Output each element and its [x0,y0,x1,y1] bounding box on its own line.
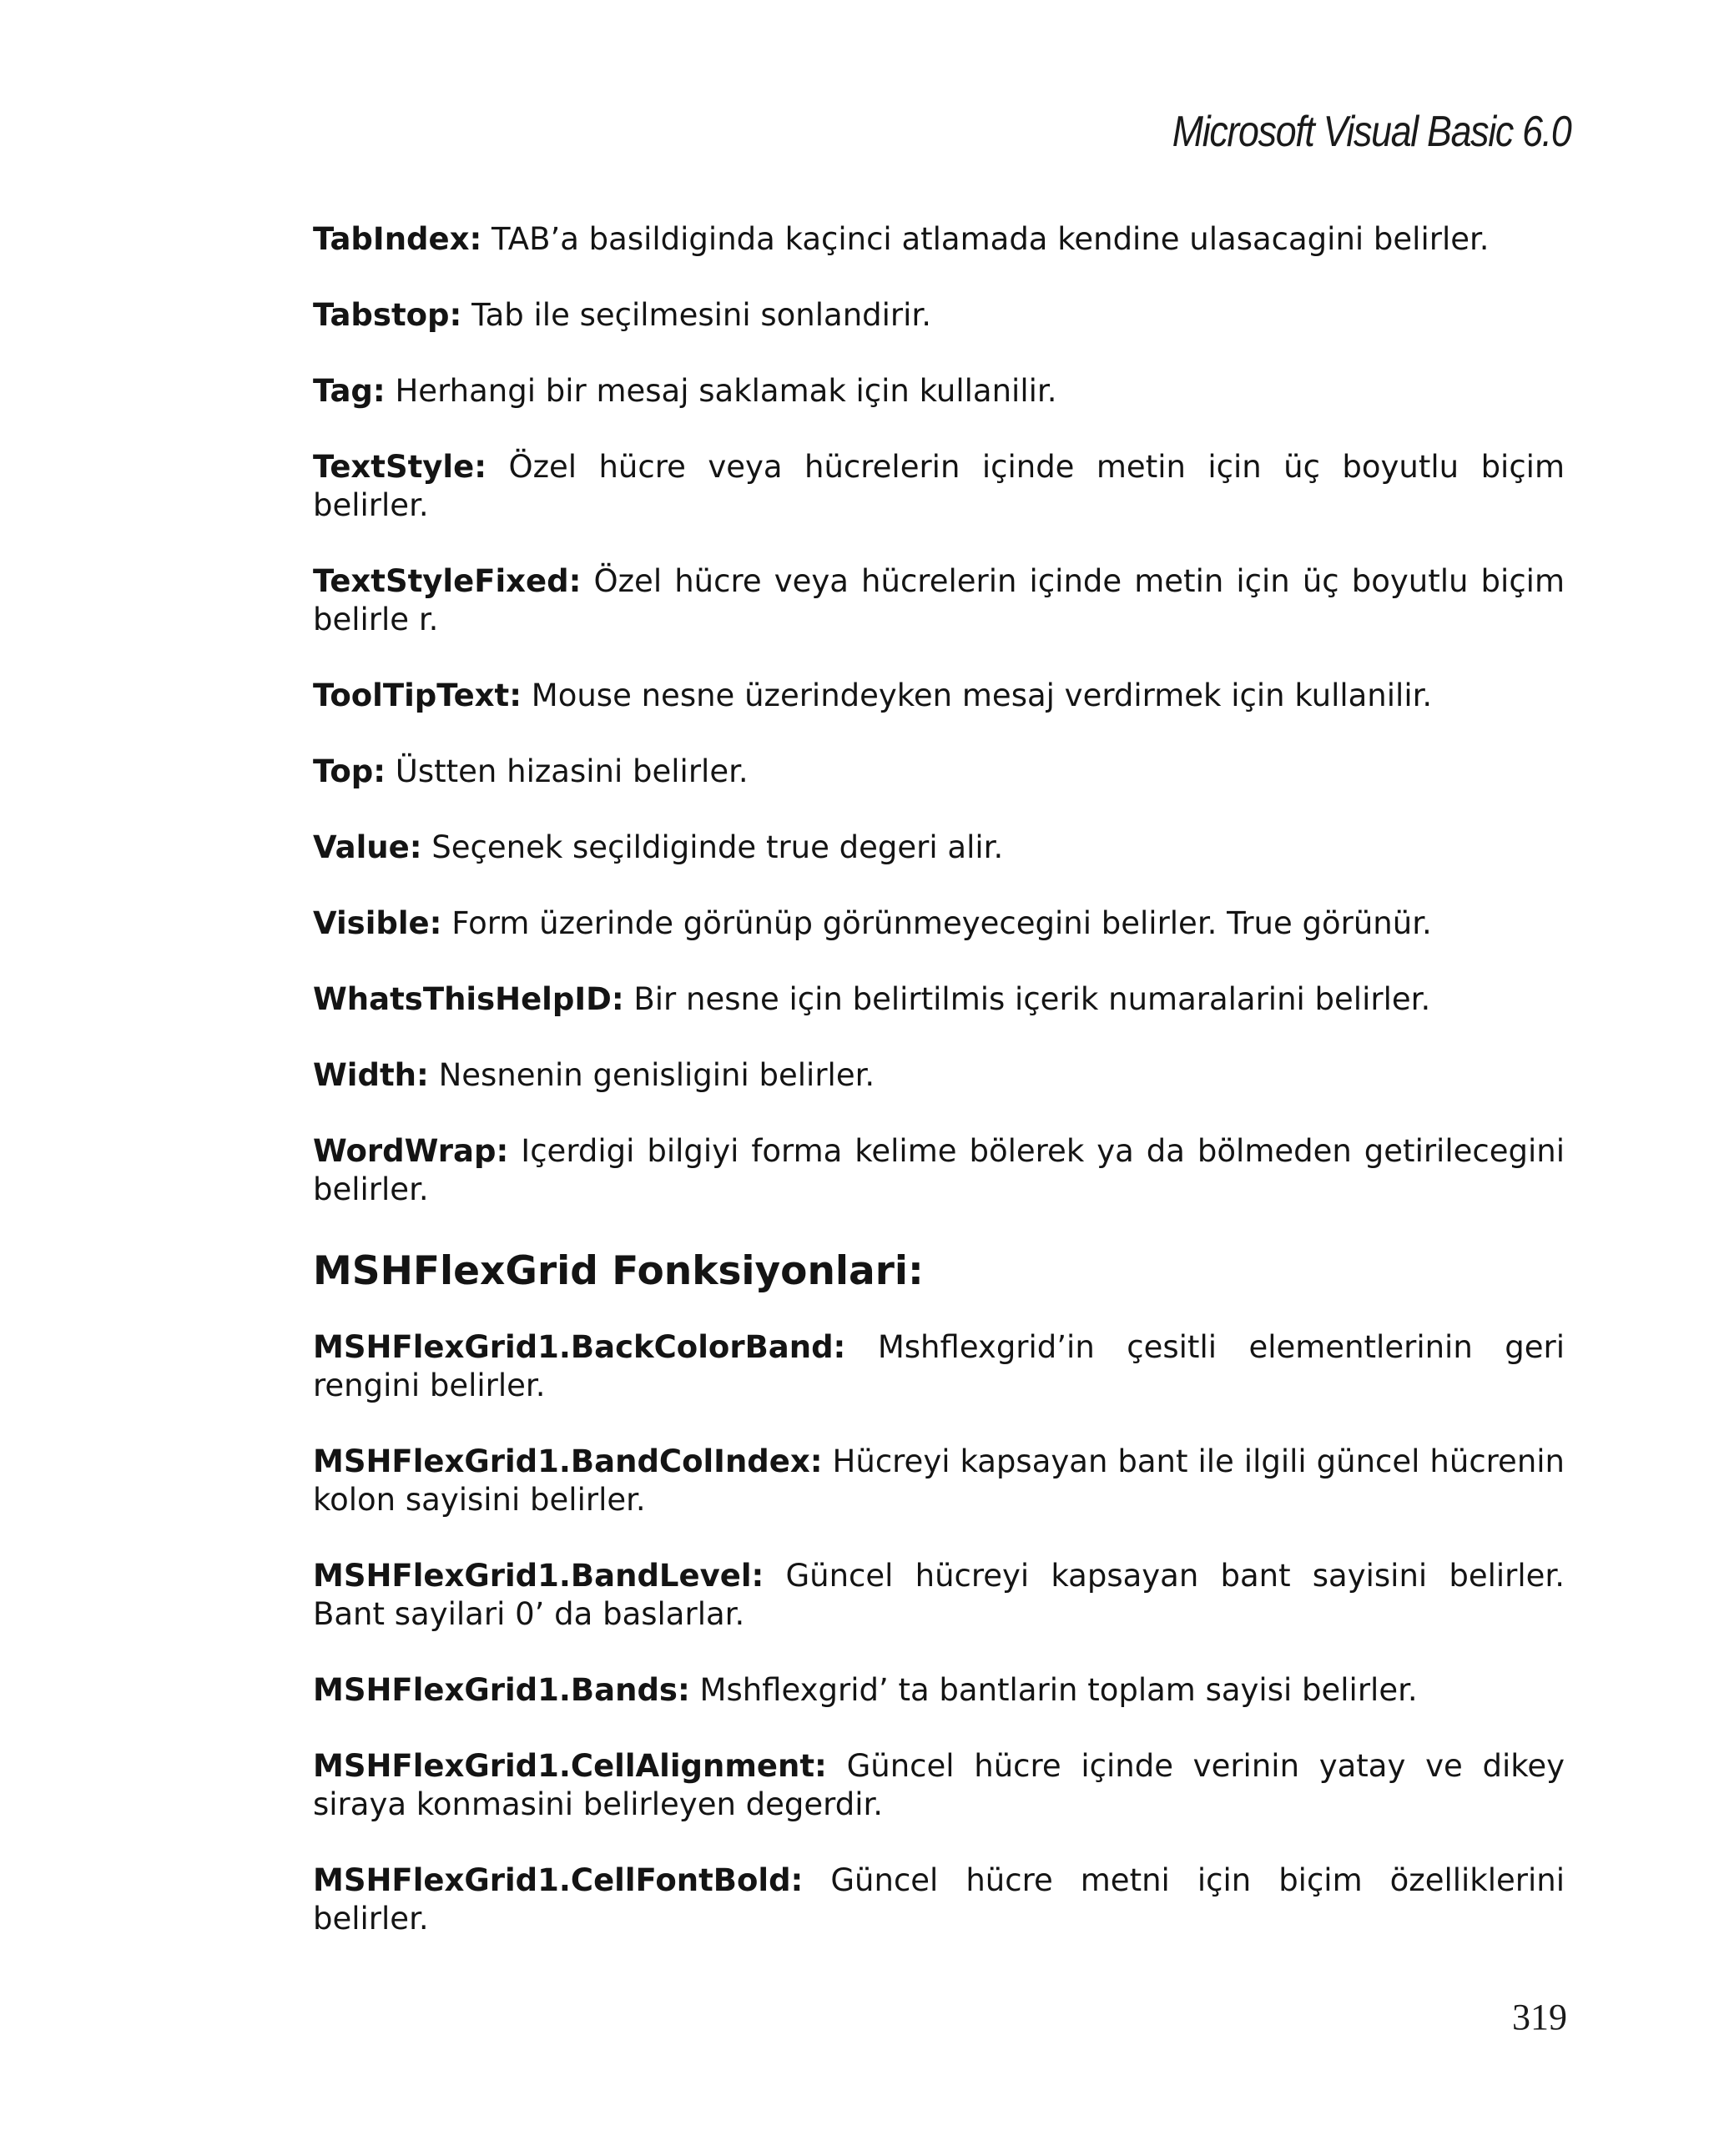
property-term: TextStyleFixed: [313,563,582,599]
property-term: TextStyle: [313,449,486,485]
function-term: MSHFlexGrid1.CellFontBold: [313,1862,804,1898]
section-heading: MSHFlexGrid Fonksiyonlari: [313,1248,924,1294]
property-description: Özel hücre veya hücrelerin içinde metin için üç boyutlu biçim belirle r. [313,563,1565,637]
function-description: Güncel hücre metni için biçim özelliklerini belirler. [313,1862,1565,1937]
property-term: TabIndex: [313,221,482,257]
property-entry-tabstop [313,296,1565,335]
property-term: WhatsThisHelpID: [313,981,624,1017]
function-description: Hücreyi kapsayan bant ile ilgili güncel hücrenin kolon sayisini belirler. [313,1443,1565,1518]
property-entry-tabindex [313,220,1565,259]
property-entry-width [313,1056,1565,1095]
property-description: Tab ile seçilmesini sonlandirir. [471,297,931,333]
property-description: TAB’a basildiginda kaçinci atlamada kendine ulasacagini belirler. [492,221,1490,257]
property-description: Mouse nesne üzerindeyken mesaj verdirmek için kullanilir. [531,678,1433,713]
property-entry-value [313,829,1565,867]
property-description: Nesnenin genisligini belirler. [438,1057,875,1093]
property-description: Herhangi bir mesaj saklamak için kullanilir. [395,373,1057,409]
property-description: Form üzerinde görünüp görünmeyecegini belirler. True görünür. [451,905,1432,941]
property-entry-visible [313,904,1565,943]
property-term: Width: [313,1057,429,1093]
running-header: Microsoft Visual Basic 6.0 [1172,108,1570,156]
function-entry-bands [313,1671,1565,1710]
property-entry-textstyle [313,448,1565,525]
property-term: Visible: [313,905,442,941]
function-entry-backcolorband [313,1328,1565,1405]
function-entry-cellfontbold [313,1861,1565,1938]
property-entry-tooltiptext [313,677,1565,715]
function-term: MSHFlexGrid1.BandLevel: [313,1558,764,1594]
property-description: Özel hücre veya hücrelerin içinde metin için üç boyutlu biçim belirler. [313,449,1565,523]
property-term: Value: [313,829,422,865]
function-term: MSHFlexGrid1.BackColorBand: [313,1329,846,1365]
page-number: 319 [1512,1997,1567,2038]
function-entry-cellalignment [313,1747,1565,1824]
property-description: Bir nesne için belirtilmis içerik numaralarini belirler. [633,981,1431,1017]
property-description: Seçenek seçildiginde true degeri alir. [431,829,1004,865]
property-entry-wordwrap [313,1132,1565,1209]
function-description: Güncel hücreyi kapsayan bant sayisini belirler. Bant sayilari 0’ da baslarlar. [313,1558,1565,1632]
property-term: Top: [313,753,386,789]
property-term: Tabstop: [313,297,462,333]
function-entry-bandlevel [313,1557,1565,1634]
property-term: ToolTipText: [313,678,522,713]
property-entry-top [313,753,1565,791]
function-term: MSHFlexGrid1.BandColIndex: [313,1443,823,1479]
property-entry-whatsthishelpid [313,980,1565,1019]
page-content [313,220,1565,1976]
function-entry-bandcolindex [313,1443,1565,1519]
property-description: Içerdigi bilgiyi forma kelime bölerek ya da bölmeden getirilecegini belirler. [313,1133,1565,1207]
property-description: Üstten hizasini belirler. [395,753,749,789]
property-term: Tag: [313,373,386,409]
function-description: Mshflexgrid’in çesitli elementlerinin geri rengini belirler. [313,1329,1565,1403]
function-term: MSHFlexGrid1.Bands: [313,1672,690,1708]
function-description: Güncel hücre içinde verinin yatay ve dikey siraya konmasini belirleyen degerdir. [313,1748,1565,1822]
property-entry-textstylefixed [313,562,1565,639]
function-term: MSHFlexGrid1.CellAlignment: [313,1748,827,1784]
property-entry-tag [313,372,1565,411]
function-description: Mshflexgrid’ ta bantlarin toplam sayisi belirler. [699,1672,1418,1708]
property-term: WordWrap: [313,1133,509,1169]
